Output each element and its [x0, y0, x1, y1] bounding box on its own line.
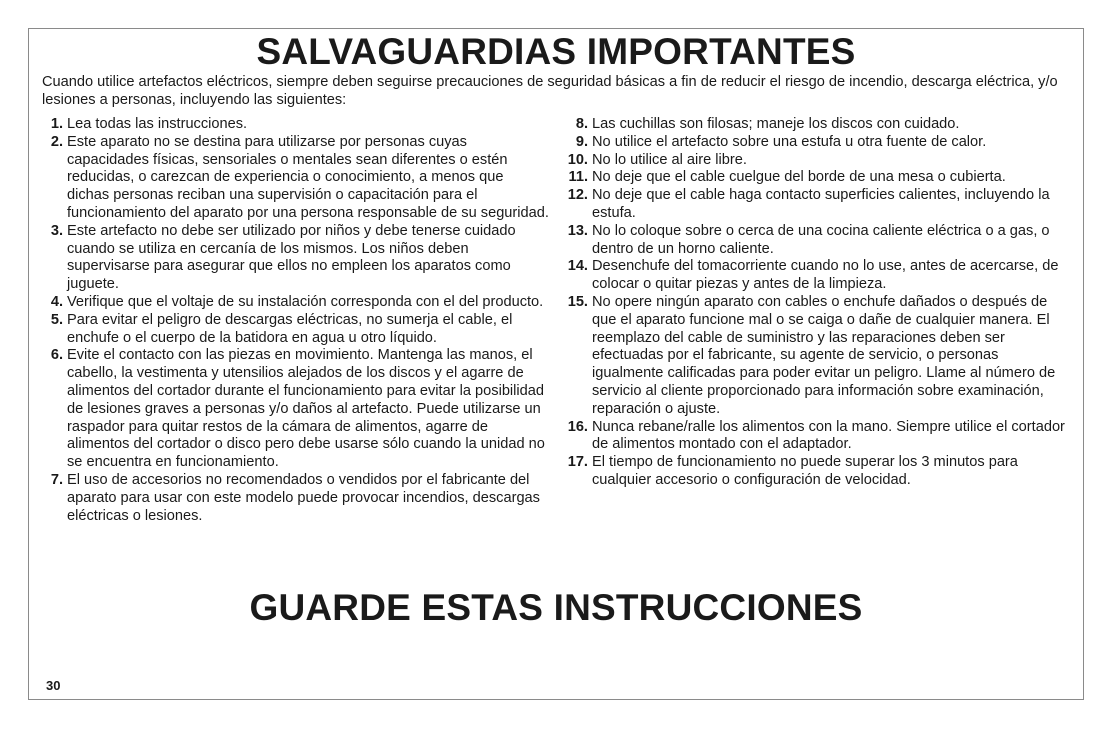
list-item	[562, 187, 1068, 223]
page-title: SALVAGUARDIAS IMPORTANTES	[256, 31, 856, 72]
item-text: No utilice el artefacto sobre una estufa u otra fuente de calor.	[592, 133, 987, 150]
item-text: Para evitar el peligro de descargas eléctricas, no sumerja el cable, el enchufe o el cuerpo de la batidora en agua u otro líquido.	[67, 311, 513, 346]
page-number: 30	[46, 678, 61, 693]
list-item	[44, 223, 549, 294]
item-text: Las cuchillas son filosas; maneje los discos con cuidado.	[592, 116, 960, 132]
item-number: 5.	[50, 311, 63, 328]
list-item	[44, 472, 549, 525]
item-text: No deje que el cable cuelgue del borde de una mesa o cubierta.	[592, 169, 1006, 186]
list-item	[562, 454, 1068, 490]
safeguards-list-left	[44, 116, 549, 525]
footer-title: GUARDE ESTAS INSTRUCCIONES	[249, 587, 863, 628]
item-number: 17.	[567, 454, 588, 471]
list-item	[44, 134, 549, 223]
safeguards-list-right	[562, 116, 1068, 490]
item-number: 9.	[575, 133, 588, 150]
item-number: 11.	[568, 169, 588, 186]
list-item	[562, 116, 1068, 134]
list-item	[562, 258, 1068, 294]
item-number: 12.	[567, 187, 588, 204]
list-item	[562, 152, 1068, 170]
intro-paragraph: Cuando utilice artefactos eléctricos, siempre deben seguirse precauciones de seguridad básicas a fin de reducir el riesgo de incendio, descarga eléctrica, y/o lesiones a personas, incluyendo las siguientes:	[42, 74, 1058, 108]
item-text: Este artefacto no debe ser utilizado por niños y debe tenerse cuidado cuando se utiliza en cercanía de los mismos. Los niños deben supervisarse para asegurar que ellos no empleen los aparatos como juguete.	[67, 222, 516, 293]
list-item	[44, 312, 549, 348]
list-item	[562, 223, 1068, 259]
list-item	[44, 294, 549, 312]
item-number: 2.	[50, 133, 63, 150]
item-text: No deje que el cable haga contacto superficies calientes, incluyendo la estufa.	[592, 187, 1050, 221]
item-text: No lo utilice al aire libre.	[592, 151, 747, 168]
item-number: 16.	[567, 418, 588, 435]
item-text: Verifique que el voltaje de su instalación corresponda con el del producto.	[67, 293, 544, 310]
item-number: 1.	[50, 116, 63, 132]
item-text: El uso de accesorios no recomendados o vendidos por el fabricante del aparato para usar con este modelo puede provocar incendios, descargas eléctricas o lesiones.	[67, 471, 540, 524]
item-text: Lea todas las instrucciones.	[67, 116, 248, 132]
list-item	[562, 169, 1068, 187]
item-number: 3.	[50, 222, 63, 239]
list-item	[562, 294, 1068, 419]
item-number: 7.	[50, 471, 63, 488]
item-text: Evite el contacto con las piezas en movimiento. Mantenga las manos, el cabello, la vestimenta y utensilios alejados de los discos y el agarre de alimentos del cortador durante el funcionamiento para evitar la posibilidad de lesiones graves a personas y/o daños al artefacto. Puede utilizarse un raspador para quitar restos de la cámara de alimentos, agarre de alimentos del cortador o disco pero debe usarse sólo cuando la unidad no se encuentra en funcionamiento.	[67, 347, 545, 471]
list-item	[562, 419, 1068, 455]
item-text: Este aparato no se destina para utilizarse por personas cuyas capacidades físicas, sensoriales o mentales sean diferentes o estén reducidas, o carezcan de experiencia o conocimiento, a menos que dichas personas reciban una supervisión o capacitación para el funcionamiento del aparato por una persona responsable de su seguridad.	[67, 133, 549, 221]
item-text: Desenchufe del tomacorriente cuando no lo use, antes de acercarse, de colocar o quitar piezas y antes de la limpieza.	[592, 258, 1059, 293]
item-number: 10.	[567, 151, 588, 168]
item-number: 6.	[50, 347, 63, 364]
list-item	[562, 134, 1068, 152]
item-number: 13.	[567, 222, 588, 239]
item-number: 15.	[567, 293, 588, 310]
item-text: No lo coloque sobre o cerca de una cocina caliente eléctrica o a gas, o dentro de un horno caliente.	[592, 222, 1050, 257]
item-number: 8.	[575, 116, 588, 132]
item-text: No opere ningún aparato con cables o enchufe dañados o después de que el aparato funcione mal o se caiga o dañe de cualquier manera. El reemplazo del cable de suministro y las reparaciones deben ser efectuadas por el fabricante, su agente de servicio, o personas igualmente calificadas para poder evitar un peligro. Llame al número de servicio al cliente proporcionado para información sobre examinación, reparación o ajuste.	[592, 293, 1056, 417]
item-text: El tiempo de funcionamiento no puede superar los 3 minutos para cualquier accesorio o configuración de velocidad.	[592, 454, 1018, 488]
list-item	[44, 347, 549, 472]
list-item	[44, 116, 549, 134]
item-text: Nunca rebane/ralle los alimentos con la mano. Siempre utilice el cortador de alimentos montado con el adaptador.	[592, 418, 1065, 453]
item-number: 14.	[567, 258, 588, 275]
item-number: 4.	[50, 293, 63, 310]
